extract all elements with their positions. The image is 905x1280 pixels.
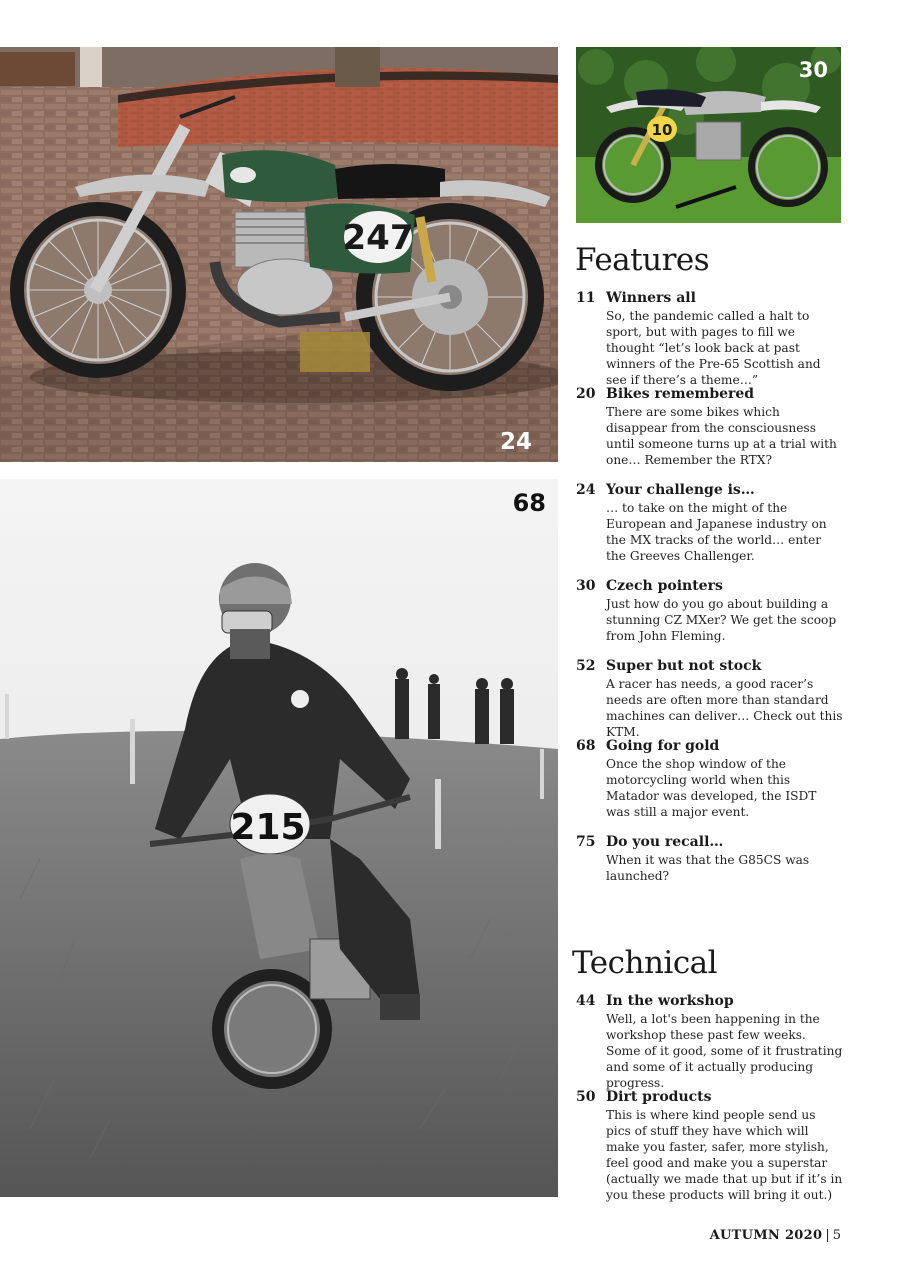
- issue-label: AUTUMN 2020: [709, 1228, 823, 1243]
- page-badge-30: 30: [798, 58, 828, 82]
- technical-entry-in-the-workshop[interactable]: [576, 993, 844, 1091]
- technical-page-number: 50: [576, 1089, 596, 1105]
- feature-description: … to take on the might of the European and Japanese industry on the MX tracks of the world… enter the Greeves Challenger.: [606, 501, 827, 563]
- technical-description: This is where kind people send us pics of stuff they have which will make you faster, safer, more stylish, feel good and make you a superstar (actually we made that up but if it’s in you these products will bring it out.): [606, 1108, 843, 1202]
- footer-separator: |: [825, 1228, 830, 1243]
- page-number: 5: [832, 1228, 841, 1243]
- rider-photo-68: [0, 479, 558, 1197]
- feature-headline: Bikes remembered: [606, 386, 755, 402]
- feature-entry-bikes-remembered[interactable]: [576, 386, 844, 468]
- feature-headline: Your challenge is…: [606, 482, 755, 498]
- features-heading: Features: [575, 242, 710, 278]
- feature-entry-czech-pointers[interactable]: [576, 578, 844, 644]
- photo-isdt-rider: [0, 479, 558, 1197]
- feature-entry-winners-all[interactable]: [576, 290, 844, 388]
- feature-page-number: 20: [576, 386, 596, 402]
- motorcycle-photo-30: [576, 47, 841, 223]
- feature-page-number: 11: [576, 290, 596, 306]
- feature-page-number: 30: [576, 578, 596, 594]
- feature-headline: Winners all: [606, 290, 696, 306]
- feature-description: There are some bikes which disappear from the consciousness until someone turns up at a trial with one… Remember the RTX?: [606, 405, 837, 467]
- feature-headline: Super but not stock: [606, 658, 762, 674]
- feature-page-number: 52: [576, 658, 596, 674]
- technical-description: Well, a lot's been happening in the workshop these past few weeks. Some of it good, some of it frustrating and some of it actually producing progress.: [606, 1012, 843, 1090]
- motorcycle-photo-24: [0, 47, 558, 462]
- feature-description: Just how do you go about building a stunning CZ MXer? We get the scoop from John Fleming.: [606, 597, 837, 643]
- feature-entry-your-challenge[interactable]: [576, 482, 844, 564]
- feature-headline: Czech pointers: [606, 578, 723, 594]
- photo-cz-motocross: [576, 47, 841, 223]
- feature-entry-do-you-recall[interactable]: [576, 834, 844, 884]
- technical-entry-dirt-products[interactable]: [576, 1089, 844, 1203]
- page-badge-24: 24: [499, 429, 532, 455]
- page-footer: [710, 1228, 841, 1243]
- race-number-247: 247: [342, 218, 414, 258]
- technical-page-number: 44: [576, 993, 596, 1009]
- technical-headline: In the workshop: [606, 993, 734, 1009]
- photo-greeves-challenger: [0, 47, 558, 462]
- feature-page-number: 24: [576, 482, 596, 498]
- feature-description: Once the shop window of the motorcycling world when this Matador was developed, the ISDT was still a major event.: [606, 757, 817, 819]
- feature-headline: Do you recall…: [606, 834, 724, 850]
- race-number-215: 215: [230, 807, 306, 848]
- feature-entry-super-but-not-stock[interactable]: [576, 658, 844, 740]
- technical-heading: Technical: [572, 945, 718, 981]
- technical-headline: Dirt products: [606, 1089, 712, 1105]
- feature-headline: Going for gold: [606, 738, 720, 754]
- race-number-10: 10: [651, 121, 673, 139]
- feature-entry-going-for-gold[interactable]: [576, 738, 844, 820]
- feature-description: When it was that the G85CS was launched?: [606, 853, 810, 883]
- page-badge-68: 68: [512, 489, 546, 517]
- feature-page-number: 75: [576, 834, 596, 850]
- feature-description: A racer has needs, a good racer’s needs are often more than standard machines can deliver… Check out this KTM.: [606, 677, 843, 739]
- feature-description: So, the pandemic called a halt to sport, but with pages to fill we thought “let’s look back at past winners of the Pre-65 Scottish and see if there’s a theme…”: [606, 309, 821, 387]
- feature-page-number: 68: [576, 738, 596, 754]
